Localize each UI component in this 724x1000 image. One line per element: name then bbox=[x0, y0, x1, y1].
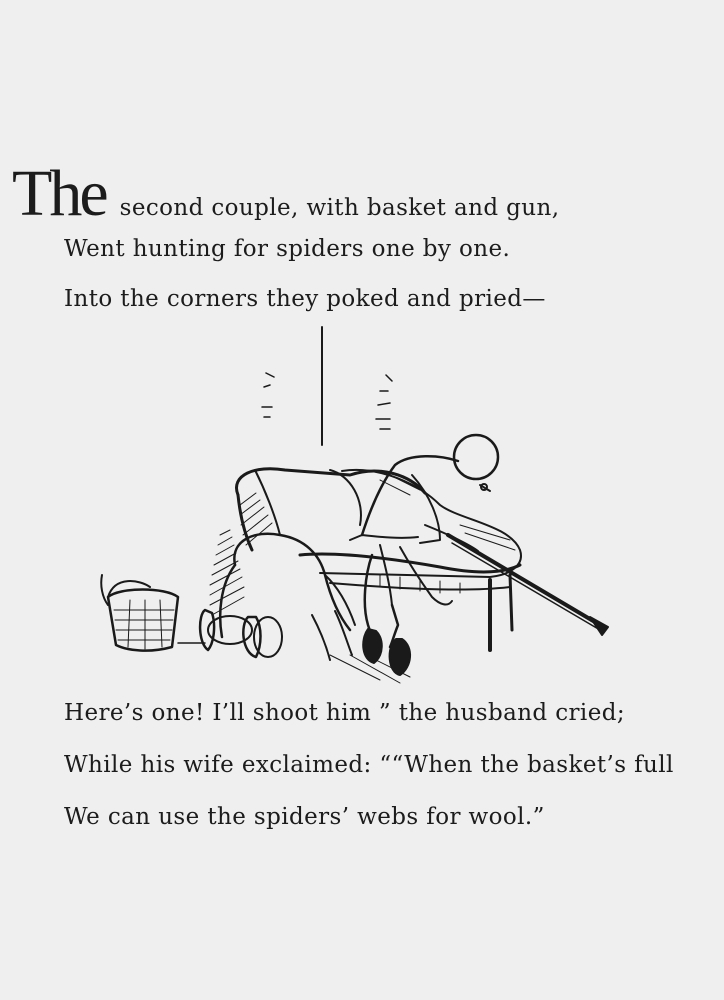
drop-cap: The bbox=[12, 157, 106, 230]
wall-marks bbox=[262, 373, 392, 429]
verse-line-6: We can use the spiders’ webs for wool.” bbox=[64, 804, 545, 830]
basket bbox=[101, 575, 178, 651]
verse-line-1-text: second couple, with basket and gun, bbox=[119, 195, 560, 221]
verse-line-3: Into the corners they poked and pried— bbox=[64, 286, 546, 312]
verse-line-1 bbox=[12, 156, 559, 232]
verse-line-2: Went hunting for spiders one by one. bbox=[64, 236, 511, 262]
illustration bbox=[80, 325, 640, 695]
verse-line-5: While his wife exclaimed: ““When the basket’s full bbox=[64, 752, 674, 778]
verse-line-4: Here’s one! I’ll shoot him ” the husband cried; bbox=[64, 700, 625, 726]
